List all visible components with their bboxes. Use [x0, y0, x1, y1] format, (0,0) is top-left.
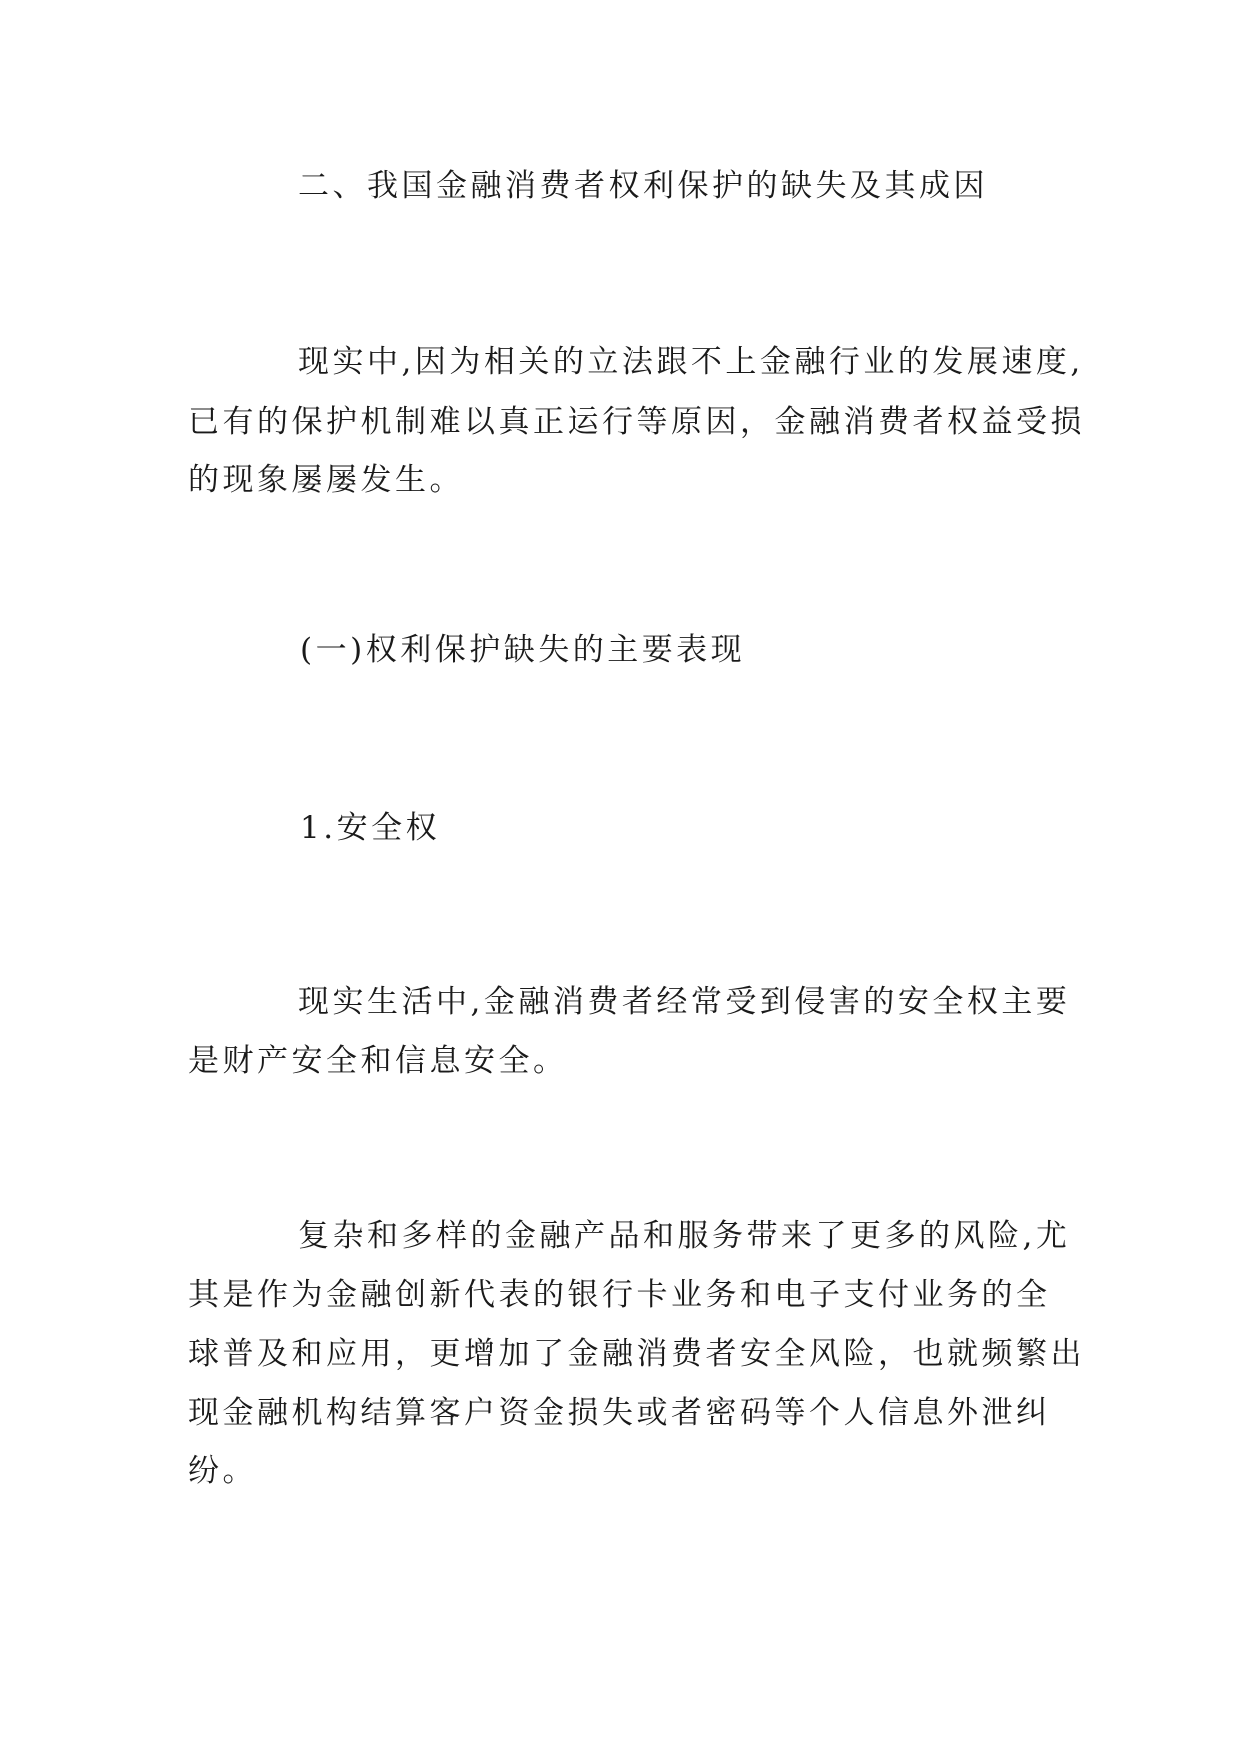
paragraph-line: 纷。: [188, 1453, 257, 1489]
subheading-main-manifestations: (一)权利保护缺失的主要表现: [300, 632, 746, 668]
paragraph-line: 现实生活中,金融消费者经常受到侵害的安全权主要: [298, 984, 1071, 1020]
paragraph-line: 球普及和应用，更增加了金融消费者安全风险，也就频繁出: [188, 1336, 1085, 1372]
paragraph-line: 现金融机构结算客户资金损失或者密码等个人信息外泄纠: [188, 1395, 1051, 1431]
paragraph-line: 现实中,因为相关的立法跟不上金融行业的发展速度,: [298, 344, 1084, 380]
paragraph-line: 复杂和多样的金融产品和服务带来了更多的风险,尤: [298, 1218, 1071, 1254]
paragraph-line: 其是作为金融创新代表的银行卡业务和电子支付业务的全: [188, 1277, 1051, 1313]
paragraph-line: 已有的保护机制难以真正运行等原因，金融消费者权益受损: [188, 404, 1085, 440]
paragraph-line: 的现象屡屡发生。: [188, 462, 464, 498]
paragraph-line: 是财产安全和信息安全。: [188, 1043, 568, 1079]
subheading-security-right: 1.安全权: [300, 810, 441, 846]
section-heading: 二、我国金融消费者权利保护的缺失及其成因: [298, 168, 988, 204]
